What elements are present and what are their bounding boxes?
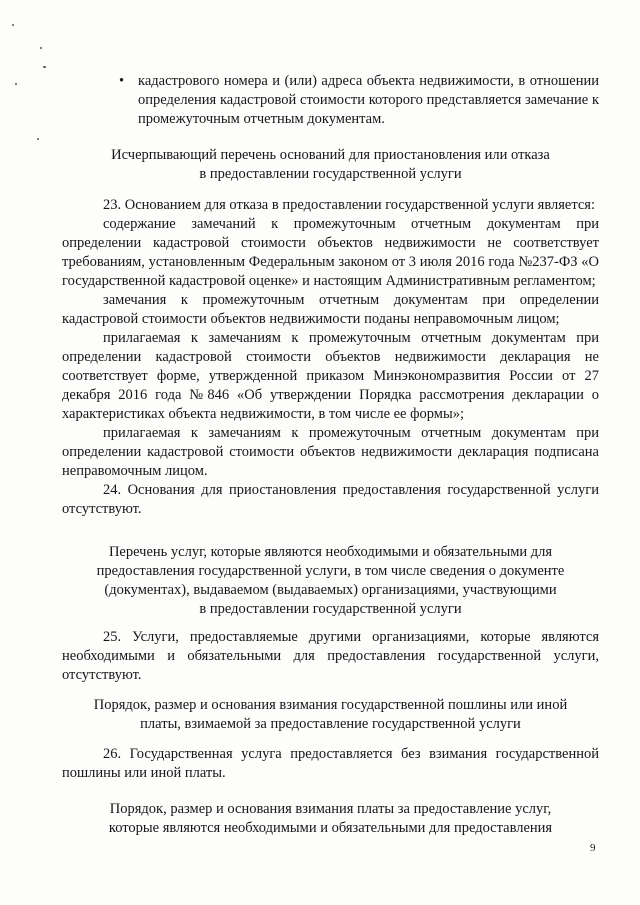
bullet-text: кадастрового номера и (или) адреса объекта недвижимости, в отношении определения кадастровой стоимости которого представляется замечание к промежуточным отчетным документам. — [138, 73, 599, 127]
paragraph-lead: 23. Основанием для отказа в предоставлении государственной услуги является: — [103, 197, 595, 213]
section-heading-refusal — [62, 146, 599, 184]
heading-line: Порядок, размер и основания взимания государственной пошлины или иной — [93, 697, 568, 713]
paragraph-25 — [62, 628, 599, 685]
heading-line: которые являются необходимыми и обязательными для предоставления — [108, 820, 553, 836]
paragraph-23 — [62, 196, 599, 519]
paragraph-text: 26. Государственная услуга предоставляется без взимания государственной пошлины или иной платы. — [62, 746, 599, 781]
heading-line: Исчерпывающий перечень оснований для приостановления или отказа — [111, 147, 550, 163]
heading-line: в предоставлении государственной услуги — [199, 166, 462, 182]
paragraph-24: 24. Основания для приостановления предоставления государственной услуги отсутствуют. — [62, 482, 599, 517]
refusal-ground-item: содержание замечаний к промежуточным отчетным документам при определении кадастровой стоимости объектов недвижимости не соответствует требованиям, установленным Федеральным законом от 3 июля 2016 года №237-ФЗ «О государственной кадастровой оценке» и настоящим Административным регламентом; — [62, 216, 599, 289]
refusal-ground-item: прилагаемая к замечаниям к промежуточным отчетным документам при определении кадастровой стоимости объектов недвижимости декларация не соответствует форме, утвержденной приказом Минэкономразвития России от 27 декабря 2016 года №846 «Об утверждении Порядка рассмотрения декларации о характеристиках объекта недвижимости, в том числе ее формы»; — [62, 330, 599, 422]
bullet-item — [119, 72, 599, 129]
refusal-ground-item: прилагаемая к замечаниям к промежуточным отчетным документам при определении кадастровой стоимости объектов недвижимости декларация подписана неправомочным лицом. — [62, 425, 599, 479]
heading-line: Перечень услуг, которые являются необходимыми и обязательными для — [108, 544, 553, 560]
scan-speck — [15, 83, 17, 85]
heading-line: (документах), выдаваемом (выдаваемых) организациями, участвующими — [104, 582, 557, 598]
scan-speck — [43, 66, 46, 68]
heading-line: Порядок, размер и основания взимания платы за предоставление услуг, — [109, 801, 552, 817]
section-heading-required-services — [62, 543, 599, 619]
refusal-ground-item: замечания к промежуточным отчетным документам при определении кадастровой стоимости объектов недвижимости поданы неправомочным лицом; — [62, 292, 599, 327]
scan-speck — [40, 47, 42, 49]
scan-speck — [12, 24, 14, 26]
bullet-marker: • — [119, 73, 125, 89]
page-number: 9 — [590, 842, 596, 854]
scan-speck — [37, 138, 39, 140]
heading-line: платы, взимаемой за предоставление государственной услуги — [140, 716, 521, 732]
heading-line: предоставления государственной услуги, в том числе сведения о документе — [96, 563, 565, 579]
paragraph-26 — [62, 745, 599, 783]
section-heading-service-fee — [62, 800, 599, 838]
paragraph-text: 25. Услуги, предоставляемые другими организациями, которые являются необходимыми и обязательными для предоставления государственной услуги, отсутствуют. — [62, 629, 599, 683]
heading-line: в предоставлении государственной услуги — [199, 601, 462, 617]
section-heading-state-fee — [62, 696, 599, 734]
